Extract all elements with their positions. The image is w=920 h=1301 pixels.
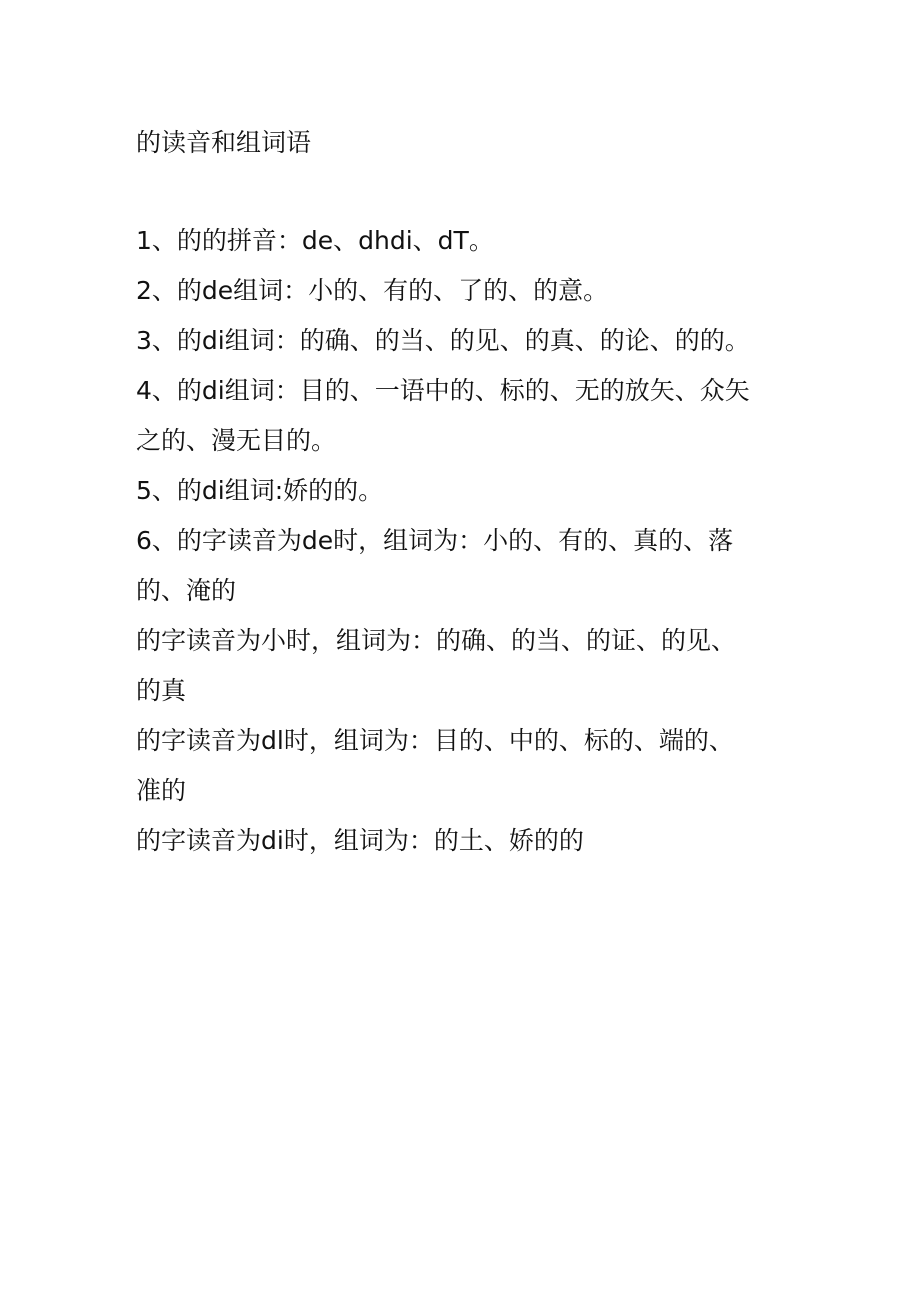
text-line-12: 准的 [136, 776, 187, 805]
text-line-11: 的字读音为dl时，组词为：目的、中的、标的、端的、 [136, 726, 734, 755]
text-line-4: 4、的di组词：目的、一语中的、标的、无的放矢、众矢 [136, 376, 750, 405]
text-line-2: 2、的de组词：小的、有的、了的、的意。 [136, 276, 609, 305]
text-line-9: 的字读音为小时，组词为：的确、的当、的证、的见、 [136, 626, 737, 655]
text-line-3: 3、的di组词：的确、的当、的见、的真、的论、的的。 [136, 326, 750, 355]
text-line-8: 的、淹的 [136, 576, 237, 605]
text-line-1: 1、的的拼音：de、dhdi、dT。 [136, 226, 494, 255]
page-title: 的读音和组词语 [136, 128, 312, 157]
text-line-5: 之的、漫无目的。 [136, 426, 337, 455]
text-line-13: 的字读音为di时，组词为：的土、娇的的 [136, 826, 584, 855]
text-line-10: 的真 [136, 676, 187, 705]
text-line-7: 6、的字读音为de时，组词为：小的、有的、真的、落 [136, 526, 734, 555]
text-line-6: 5、的di组词:娇的的。 [136, 476, 384, 505]
